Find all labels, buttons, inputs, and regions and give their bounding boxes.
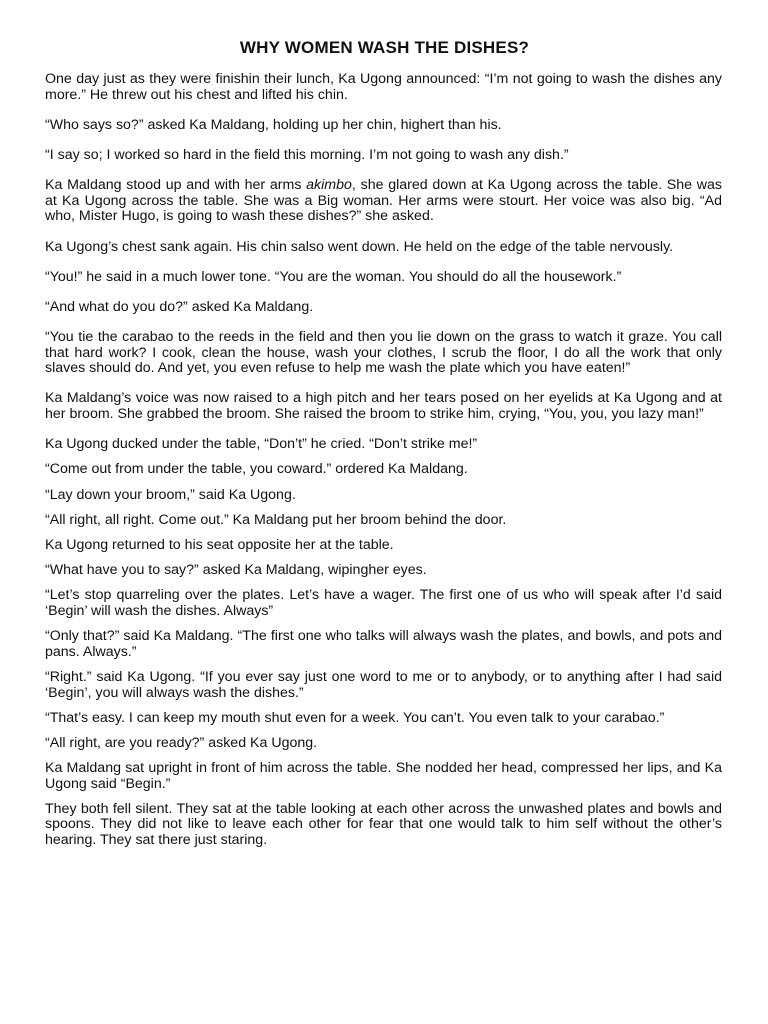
paragraph-7: “And what do you do?” asked Ka Maldang.	[45, 298, 314, 315]
paragraph-16: “Let’s stop quarreling over the plates. Let’s have a wager. The first one of us who will speak after I’d said ‘Begin’ will wash the dishes. Always”	[45, 587, 722, 619]
paragraph-1: One day just as they were finishin their lunch, Ka Ugong announced: “I’m not going to wash the dishes any more.” He threw out his chest and lifted his chin.	[45, 71, 722, 103]
paragraph-5: Ka Ugong’s chest sank again. His chin salso went down. He held on the edge of the table nervously.	[45, 238, 674, 255]
paragraph-4-italic-word: akimbo	[306, 177, 352, 194]
paragraph-6: “You!” he said in a much lower tone. “You are the woman. You should do all the housework.”	[45, 268, 622, 285]
paragraph-12: “Lay down your broom,” said Ka Ugong.	[45, 486, 296, 503]
paragraph-13: “All right, all right. Come out.” Ka Maldang put her broom behind the door.	[45, 511, 507, 528]
paragraph-9: Ka Maldang’s voice was now raised to a high pitch and her tears posed on her eyelids at Ka Ugong and at her broom. She grabbed the broom. She raised the broom to strike him, crying, “You, you, you lazy man!”	[45, 390, 722, 423]
paragraph-20: “All right, are you ready?” asked Ka Ugong.	[45, 734, 318, 751]
paragraph-14: Ka Ugong returned to his seat opposite her at the table.	[45, 537, 394, 553]
document-title: WHY WOMEN WASH THE DISHES?	[239, 38, 530, 57]
paragraph-22: They both fell silent. They sat at the table looking at each other across the unwashed plates and bowls and spoons. They did not like to leave each other for fear that one would talk to him self without the other’s hearing. They sat there just staring.	[45, 800, 722, 849]
paragraph-21: Ka Maldang sat upright in front of him across the table. She nodded her head, compressed her lips, and Ka Ugong said “Begin.”	[45, 760, 722, 792]
paragraph-10: Ka Ugong ducked under the table, “Don’t” he cried. “Don’t strike me!”	[45, 436, 478, 453]
document-page	[45, 38, 722, 849]
paragraph-17: “Only that?” said Ka Maldang. “The first one who talks will always wash the plates, and bowls, and pots and pans. Always.”	[45, 628, 722, 660]
paragraph-4	[45, 178, 722, 225]
paragraph-19: “That’s easy. I can keep my mouth shut even for a week. You can’t. You even talk to your carabao.”	[45, 709, 665, 726]
paragraph-11: “Come out from under the table, you coward.” ordered Ka Maldang.	[45, 461, 468, 478]
paragraph-18: “Right.” said Ka Ugong. “If you ever say just one word to me or to anybody, or to anything after I had said ‘Begin’, you will always wash the dishes.”	[45, 668, 722, 701]
paragraph-2: “Who says so?” asked Ka Maldang, holding up her chin, highert than his.	[45, 116, 502, 133]
paragraph-15: “What have you to say?” asked Ka Maldang, wipingher eyes.	[45, 562, 427, 579]
paragraph-4-text-after: , she glared down at Ka Ugong across the table. She was at Ka Ugong across the table. She was a Big woman. Her arms were stourt. Her voice was also big. “Ad who, Mister Hugo, is going to wash these dishes?” she asked.	[45, 177, 722, 225]
paragraph-4-text-before: Ka Maldang stood up and with her arms	[45, 177, 307, 194]
paragraph-8: “You tie the carabao to the reeds in the field and then you lie down on the grass to watch it graze. You call that hard work? I cook, clean the house, wash your clothes, I scrub the floor, I do all the work that only slaves should do. And yet, you even refuse to help me wash the plate which you have eaten!”	[45, 329, 722, 377]
paragraph-3: “I say so; I worked so hard in the field this morning. I’m not going to wash any dish.”	[45, 146, 569, 163]
